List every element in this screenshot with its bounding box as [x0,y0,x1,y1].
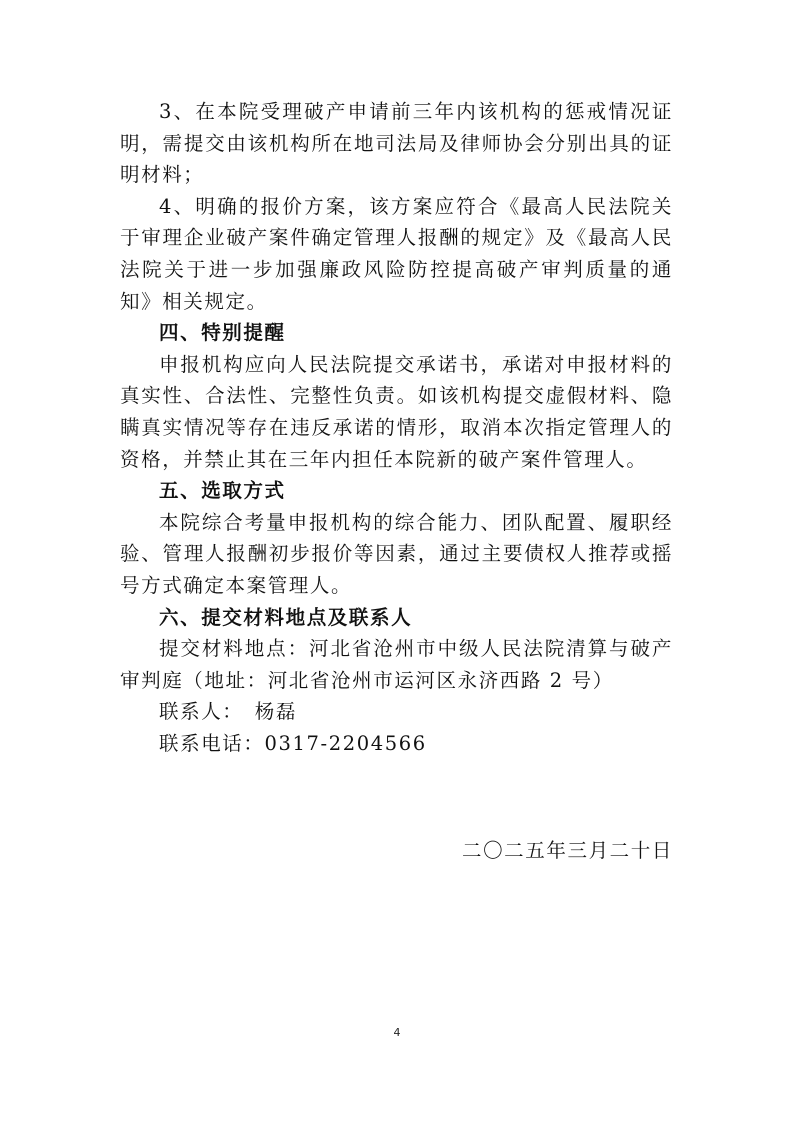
item-3-paragraph: 3、在本院受理破产申请前三年内该机构的惩戒情况证明，需提交由该机构所在地司法局及律师协会分别出具的证明材料； [120,100,673,187]
item-4-paragraph: 4、明确的报价方案，该方案应符合《最高人民法院关于审理企业破产案件确定管理人报酬的规定》及《最高人民法院关于进一步加强廉政风险防控提高破产审判质量的通知》相关规定。 [120,194,673,313]
section-6-contact: 联系人： 杨磊 [159,700,297,724]
section-6-phone: 联系电话：0317-2204566 [159,731,427,755]
section-5-paragraph: 本院综合考量申报机构的综合能力、团队配置、履职经验、管理人报酬初步报价等因素，通过主要债权人推荐或摇号方式确定本案管理人。 [120,510,673,597]
section-4-paragraph: 申报机构应向人民法院提交承诺书，承诺对申报材料的真实性、合法性、完整性负责。如该机构提交虚假材料、隐瞒真实情况等存在违反承诺的情形，取消本次指定管理人的资格，并禁止其在三年内担任本院新的破产案件管理人。 [120,352,673,471]
document-date: 二〇二五年三月二十日 [461,839,673,862]
page-number: 4 [393,1026,401,1039]
section-6-heading: 六、提交材料地点及联系人 [159,605,413,629]
section-6-address: 提交材料地点：河北省沧州市中级人民法院清算与破产审判庭（地址：河北省沧州市运河区永济西路 2 号） [120,637,673,692]
section-4-heading: 四、特别提醒 [159,321,286,345]
section-5-heading: 五、选取方式 [159,479,286,503]
document-body [120,96,673,759]
